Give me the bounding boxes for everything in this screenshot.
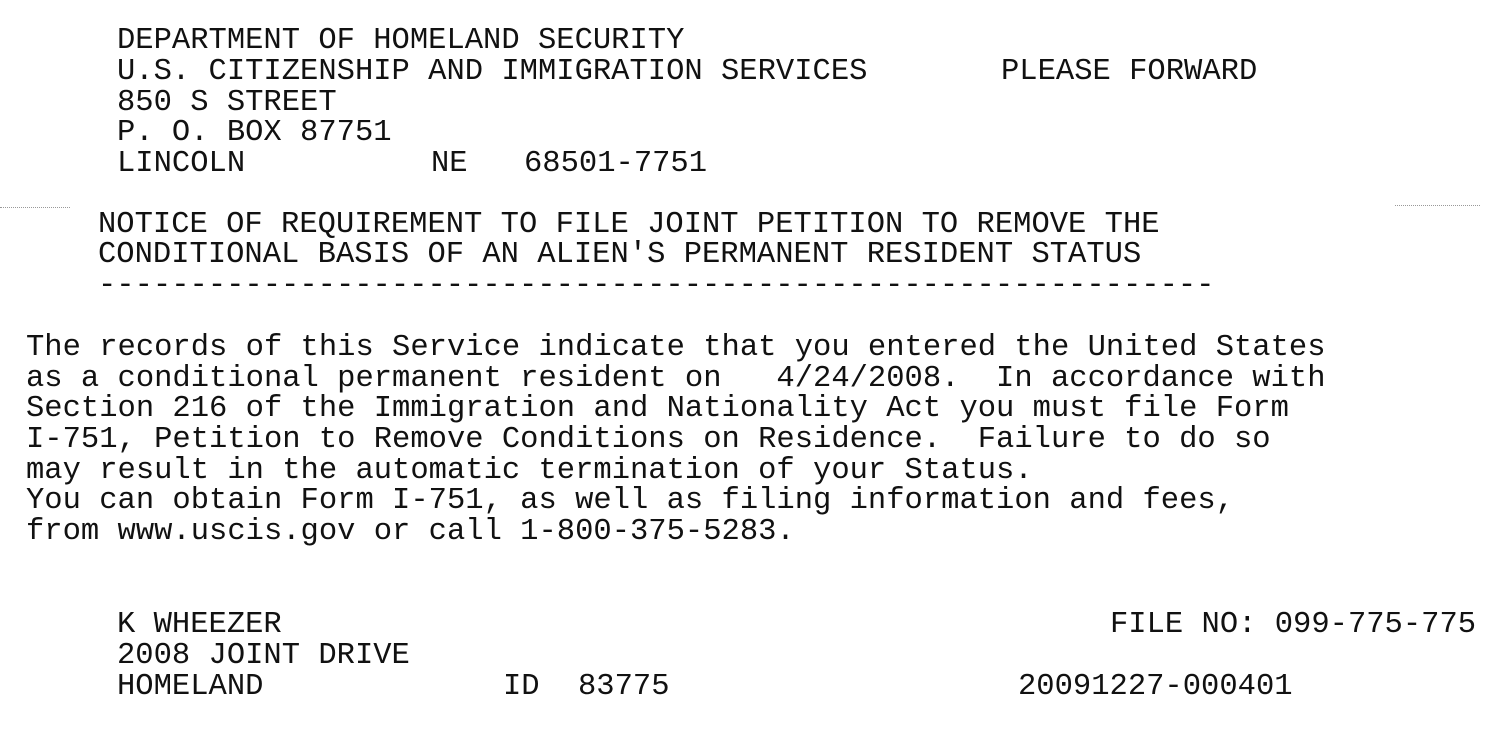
body-line-6: You can obtain Form I-751, as well as filing information and fees, bbox=[26, 484, 1234, 518]
reference-number: 20091227-000401 bbox=[1018, 670, 1293, 704]
scan-artifact bbox=[0, 207, 70, 209]
scan-artifact bbox=[1395, 205, 1480, 207]
body-line-7: from www.uscis.gov or call 1-800-375-5283. bbox=[26, 515, 795, 549]
body-line-2: as a conditional permanent resident on 4/24/2008. In accordance with bbox=[26, 362, 1326, 396]
sender-state: NE bbox=[431, 147, 468, 181]
notice-title-line-1: NOTICE OF REQUIREMENT TO FILE JOINT PETITION TO REMOVE THE bbox=[98, 208, 1160, 242]
sender-agency: DEPARTMENT OF HOMELAND SECURITY bbox=[117, 24, 685, 58]
body-line-3: Section 216 of the Immigration and Nationality Act you must file Form bbox=[26, 392, 1289, 426]
sender-zip: 68501-7751 bbox=[524, 147, 708, 181]
recipient-street: 2008 JOINT DRIVE bbox=[117, 639, 410, 673]
recipient-city: HOMELAND bbox=[117, 670, 264, 704]
sender-bureau: U.S. CITIZENSHIP AND IMMIGRATION SERVICES bbox=[117, 55, 868, 89]
sender-city: LINCOLN bbox=[117, 147, 246, 181]
sender-po-box: P. O. BOX 87751 bbox=[117, 116, 392, 150]
recipient-zip: 83775 bbox=[578, 670, 670, 704]
recipient-state: ID bbox=[503, 670, 540, 704]
recipient-name: K WHEEZER bbox=[117, 608, 282, 642]
notice-title-rule: ------------------------------------------------------------- bbox=[98, 269, 1215, 303]
body-line-1: The records of this Service indicate that you entered the United States bbox=[26, 331, 1326, 365]
notice-title-line-2: CONDITIONAL BASIS OF AN ALIEN'S PERMANENT RESIDENT STATUS bbox=[98, 238, 1142, 272]
file-number: FILE NO: 099-775-775 bbox=[1110, 608, 1477, 642]
body-line-5: may result in the automatic termination of your Status. bbox=[26, 454, 1033, 488]
forward-note: PLEASE FORWARD bbox=[1001, 55, 1258, 89]
sender-street: 850 S STREET bbox=[117, 86, 337, 120]
body-line-4: I-751, Petition to Remove Conditions on Residence. Failure to do so bbox=[26, 423, 1271, 457]
